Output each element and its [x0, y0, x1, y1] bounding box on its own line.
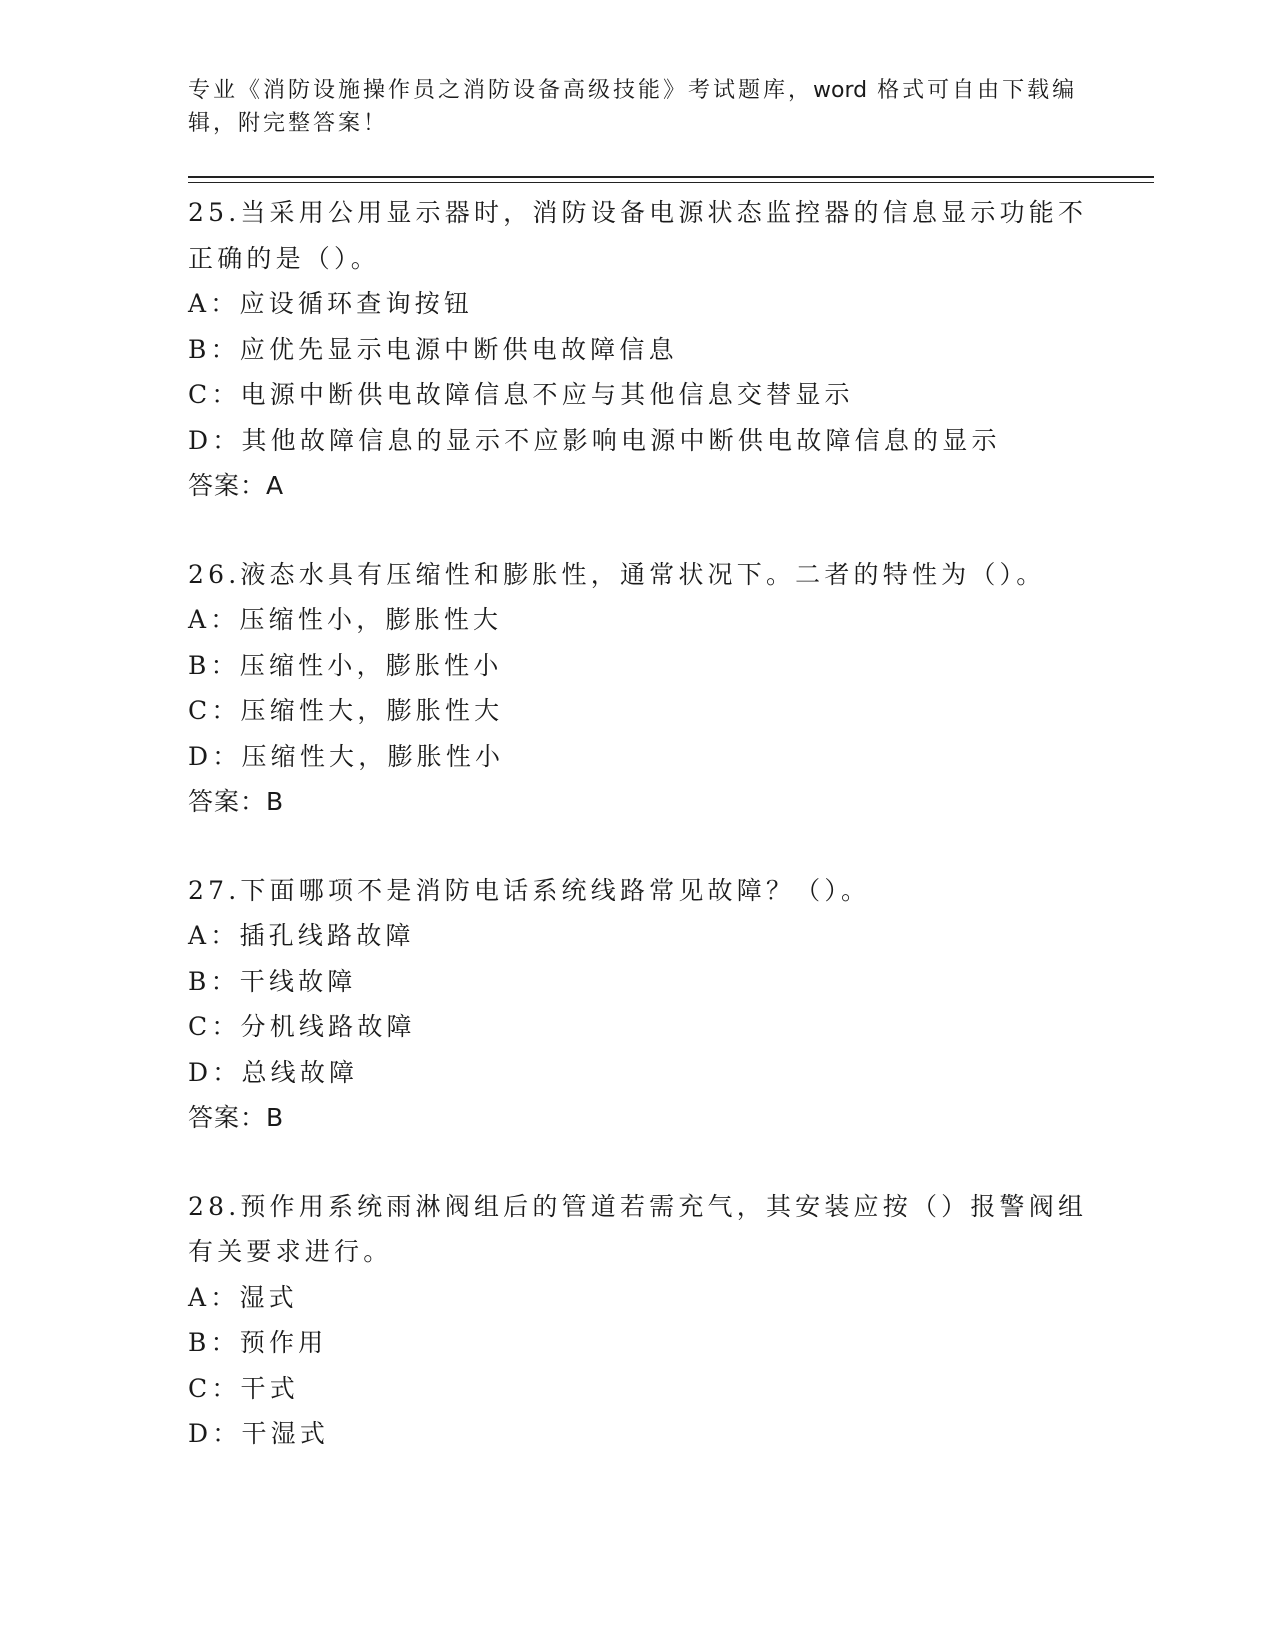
- option-a: A：压缩性小，膨胀性大: [188, 605, 503, 634]
- header-divider-thick: [188, 176, 1154, 178]
- option-b: B：干线故障: [188, 966, 357, 996]
- option-list: [188, 281, 1088, 463]
- option-a: A：插孔线路故障: [188, 921, 415, 950]
- answer-line: 答案：B: [188, 1103, 285, 1132]
- header-line-2: 辑，附完整答案！: [188, 111, 389, 136]
- option-d: D：干湿式: [188, 1419, 330, 1448]
- option-d: D：其他故障信息的显示不应影响电源中断供电故障信息的显示: [188, 425, 1001, 455]
- option-c: C：干式: [188, 1373, 299, 1403]
- header-text-part-1: 专业《消防设施操作员之消防设备高级技能》考试题库，: [188, 78, 814, 103]
- option-d: D：压缩性大，膨胀性小: [188, 741, 505, 771]
- question-stem: 28.预作用系统雨淋阀组后的管道若需充气，其安装应按（）报警阀组有关要求进行。: [188, 1191, 1088, 1266]
- option-a: A：湿式: [188, 1282, 298, 1312]
- option-list: [188, 597, 1088, 779]
- answer-line: 答案：B: [188, 787, 285, 816]
- question-stem: 27.下面哪项不是消防电话系统线路常见故障？（）。: [188, 875, 871, 905]
- document-header: [188, 74, 1088, 140]
- option-list: [188, 913, 1088, 1095]
- option-c: C：压缩性大，膨胀性大: [188, 696, 504, 725]
- option-a: A：应设循环查询按钮: [188, 289, 474, 318]
- header-divider-thin: [188, 182, 1154, 183]
- question-25: [188, 190, 1088, 509]
- question-27: [188, 868, 1088, 1141]
- option-list: [188, 1275, 1088, 1457]
- answer-line: 答案：A: [188, 471, 285, 500]
- option-c: C：电源中断供电故障信息不应与其他信息交替显示: [188, 380, 854, 409]
- option-b: B：压缩性小，膨胀性小: [188, 650, 503, 680]
- option-b: B：预作用: [188, 1328, 328, 1357]
- question-list: [188, 190, 1088, 1457]
- option-c: C：分机线路故障: [188, 1012, 416, 1041]
- question-stem: 25.当采用公用显示器时，消防设备电源状态监控器的信息显示功能不正确的是（）。: [188, 198, 1088, 273]
- header-text-word: word: [813, 78, 868, 103]
- option-d: D：总线故障: [188, 1057, 359, 1087]
- option-b: B：应优先显示电源中断供电故障信息: [188, 334, 678, 364]
- question-26: [188, 552, 1088, 825]
- question-28: [188, 1184, 1088, 1457]
- header-text-part-2: 格式可自由下载编: [867, 78, 1078, 103]
- question-stem: 26.液态水具有压缩性和膨胀性，通常状况下。二者的特性为（）。: [188, 559, 1046, 589]
- header-line-1: [188, 74, 1088, 107]
